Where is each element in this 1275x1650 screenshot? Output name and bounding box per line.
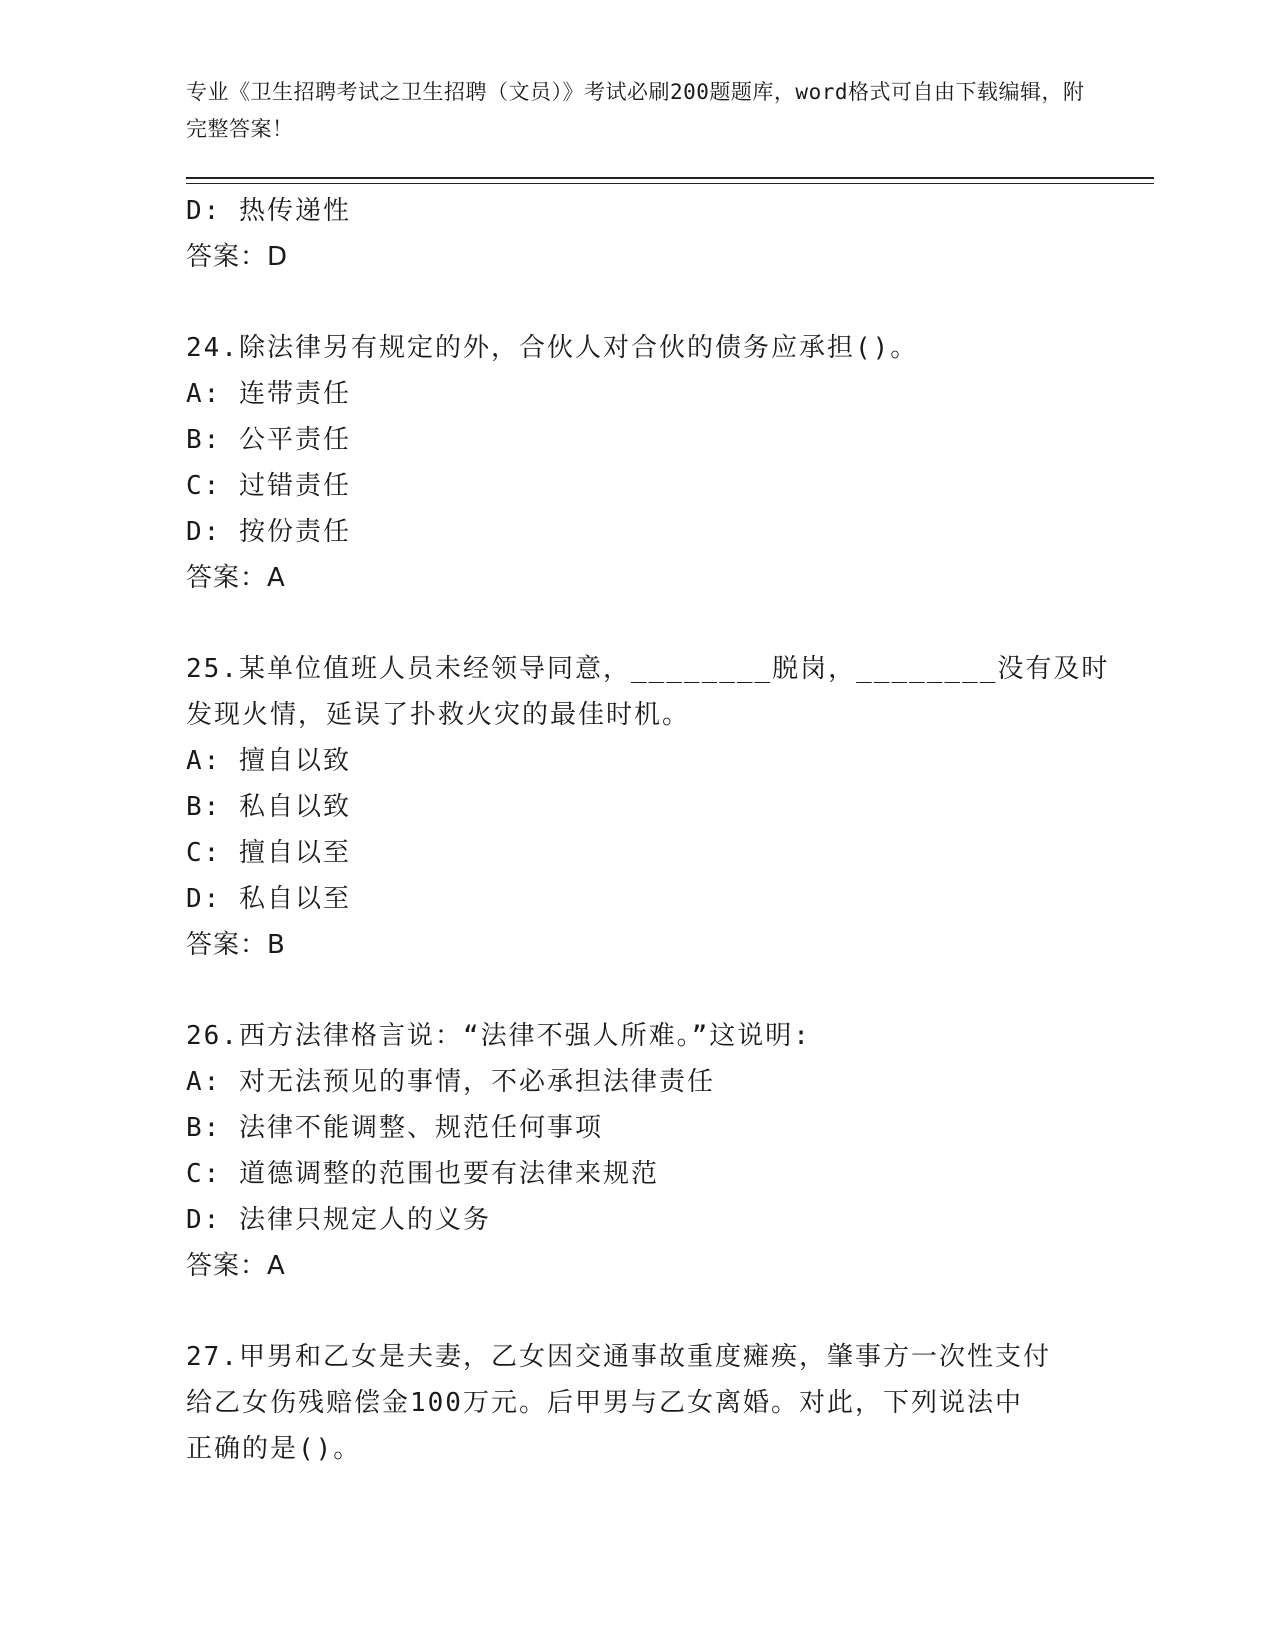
option-b: B: 公平责任 <box>186 425 351 455</box>
question-stem: 26.西方法律格言说：“法律不强人所难。”这说明: <box>186 1021 811 1051</box>
option-a: A: 连带责任 <box>186 379 351 409</box>
option-c: C: 擅自以至 <box>186 838 351 868</box>
option-a: A: 擅自以致 <box>186 746 351 776</box>
header-rule-thin <box>186 183 1154 184</box>
question-27 <box>186 1334 1086 1472</box>
option-b: B: 私自以致 <box>186 792 351 822</box>
question-list <box>186 188 1110 1472</box>
option-d: D: 按份责任 <box>186 517 351 547</box>
question-stem-line-3: 正确的是()。 <box>186 1434 362 1464</box>
option-b: B: 法律不能调整、规范任何事项 <box>186 1113 603 1143</box>
answer: 答案：A <box>186 563 286 593</box>
question-stem-line-1: 27.甲男和乙女是夫妻，乙女因交通事故重度瘫痪，肇事方一次性支付 <box>186 1342 1051 1372</box>
header-title: 专业《卫生招聘考试之卫生招聘（文员）》考试必刷200题题库，word格式可自由下载编辑，附完整答案！ <box>186 80 1085 141</box>
question-stem: 24.除法律另有规定的外，合伙人对合伙的债务应承担()。 <box>186 333 919 363</box>
header-rule-thick <box>186 177 1154 179</box>
question-24 <box>186 325 1086 601</box>
answer: 答案：B <box>186 930 286 960</box>
option-d: D: 法律只规定人的义务 <box>186 1205 491 1235</box>
question-25 <box>186 646 1110 968</box>
option-c: C: 道德调整的范围也要有法律来规范 <box>186 1159 659 1189</box>
prev-option-d: D: 热传递性 <box>186 196 351 226</box>
option-d: D: 私自以至 <box>186 884 351 914</box>
question-stem-line-2: 发现火情，延误了扑救火灾的最佳时机。 <box>186 700 691 730</box>
prev-answer: 答案：D <box>186 242 289 272</box>
question-stem-line-2: 给乙女伤残赔偿金100万元。后甲男与乙女离婚。对此，下列说法中 <box>186 1388 1023 1418</box>
page-header <box>186 74 1086 148</box>
option-c: C: 过错责任 <box>186 471 351 501</box>
question-26 <box>186 1013 1086 1289</box>
question-stem-line-1: 25.某单位值班人员未经领导同意，________脱岗，________没有及时 <box>186 654 1110 684</box>
answer: 答案：A <box>186 1251 286 1281</box>
option-a: A: 对无法预见的事情，不必承担法律责任 <box>186 1067 715 1097</box>
